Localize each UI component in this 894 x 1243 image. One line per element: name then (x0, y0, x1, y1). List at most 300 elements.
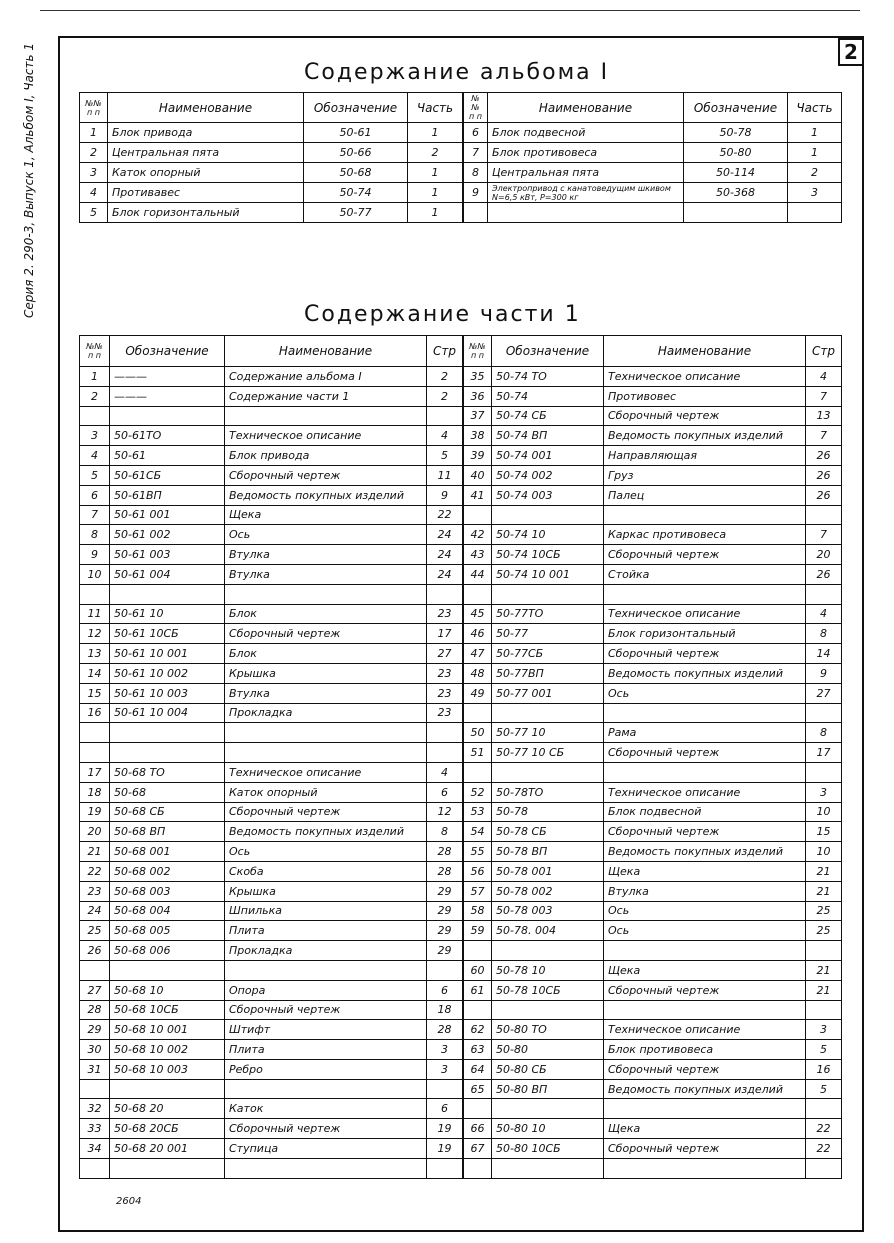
cell-name (488, 203, 684, 223)
cell-no: 8 (80, 525, 110, 545)
cell-designation (492, 1099, 604, 1119)
cell-name: Ведомость покупных изделий (225, 485, 427, 505)
cell-designation: ——— (110, 386, 225, 406)
cell-page: 4 (427, 762, 463, 782)
cell-no (464, 203, 488, 223)
table-row (464, 143, 842, 163)
cell-name: Сборочный чертеж (604, 545, 806, 565)
cell-no (464, 762, 492, 782)
cell-name: Ось (604, 683, 806, 703)
cell-designation: 50-74 001 (492, 446, 604, 466)
cell-no: 6 (464, 123, 488, 143)
table-row (80, 1059, 463, 1079)
cell-designation (110, 723, 225, 743)
cell-name: Блок горизонтальный (604, 624, 806, 644)
cell-name: Ведомость покупных изделий (604, 426, 806, 446)
cell-designation: 50-80 10СБ (492, 1139, 604, 1159)
cell-page: 14 (806, 644, 842, 664)
cell-designation: 50-77ТО (492, 604, 604, 624)
cell-page (427, 1158, 463, 1178)
col-designation-header: Обозначение (110, 336, 225, 367)
cell-designation (492, 1000, 604, 1020)
album-table-right (463, 92, 842, 223)
cell-no: 27 (80, 980, 110, 1000)
table-row (80, 143, 463, 163)
cell-designation: 50-74 ВП (492, 426, 604, 446)
cell-name: Центральная пята (108, 143, 304, 163)
cell-name: Блок горизонтальный (108, 203, 304, 223)
table-row (80, 1158, 463, 1178)
table-row (80, 980, 463, 1000)
cell-name: Рама (604, 723, 806, 743)
cell-page: 3 (806, 782, 842, 802)
cell-page: 25 (806, 921, 842, 941)
cell-designation: 50-80 СБ (492, 1059, 604, 1079)
cell-page: 8 (806, 723, 842, 743)
cell-designation: 50-61 10 003 (110, 683, 225, 703)
table-row (464, 1119, 842, 1139)
cell-designation: 50-78 (684, 123, 788, 143)
cell-name: Крышка (225, 663, 427, 683)
cell-no: 2 (80, 386, 110, 406)
cell-no: 31 (80, 1059, 110, 1079)
cell-page: 29 (427, 921, 463, 941)
col-name-header: Наименование (604, 336, 806, 367)
cell-no: 34 (80, 1139, 110, 1159)
cell-designation: 50-61 002 (110, 525, 225, 545)
table-row (464, 123, 842, 143)
col-no-header: №№ п п (464, 93, 488, 123)
cell-designation: 50-77 (492, 624, 604, 644)
cell-no: 5 (80, 203, 108, 223)
cell-name: Центральная пята (488, 163, 684, 183)
table-row (464, 183, 842, 203)
cell-no (80, 743, 110, 763)
cell-name: Втулка (225, 545, 427, 565)
table-row (464, 743, 842, 763)
cell-name: Сборочный чертеж (225, 1000, 427, 1020)
cell-page: 17 (427, 624, 463, 644)
cell-name: Содержание альбома I (225, 367, 427, 387)
cell-page: 3 (427, 1040, 463, 1060)
table-row (464, 861, 842, 881)
col-page-header: Стр (427, 336, 463, 367)
col-page-header: Стр (806, 336, 842, 367)
table-row (80, 1119, 463, 1139)
col-name-header: Наименование (108, 93, 304, 123)
cell-name: Направляющая (604, 446, 806, 466)
table-row (464, 1040, 842, 1060)
cell-designation: 50-68 001 (110, 842, 225, 862)
cell-name: Каток опорный (225, 782, 427, 802)
cell-page: 27 (806, 683, 842, 703)
cell-page: 6 (427, 1099, 463, 1119)
cell-designation: 50-66 (304, 143, 408, 163)
cell-name: Прокладка (225, 941, 427, 961)
table-row (464, 703, 842, 723)
cell-designation: 50-80 ВП (492, 1079, 604, 1099)
cell-designation: 50-68 (304, 163, 408, 183)
table-row (464, 584, 842, 604)
cell-designation: 50-61 10 002 (110, 663, 225, 683)
table-row (80, 584, 463, 604)
cell-no: 12 (80, 624, 110, 644)
cell-name: Противовес (604, 386, 806, 406)
cell-page: 21 (806, 960, 842, 980)
table-row (80, 485, 463, 505)
col-no-header: №№ п п (464, 336, 492, 367)
cell-no: 42 (464, 525, 492, 545)
cell-no: 14 (80, 663, 110, 683)
table-row (80, 1099, 463, 1119)
cell-name (225, 743, 427, 763)
cell-no (80, 960, 110, 980)
cell-part: 1 (408, 183, 463, 203)
table-row (464, 1020, 842, 1040)
cell-no: 67 (464, 1139, 492, 1159)
table-row (464, 842, 842, 862)
cell-page (427, 584, 463, 604)
cell-designation (492, 703, 604, 723)
cell-designation (110, 960, 225, 980)
cell-no: 5 (80, 465, 110, 485)
cell-no (464, 1000, 492, 1020)
cell-no: 52 (464, 782, 492, 802)
cell-designation: 50-68 10 (110, 980, 225, 1000)
col-designation-header: Обозначение (492, 336, 604, 367)
cell-no (464, 1099, 492, 1119)
cell-no: 28 (80, 1000, 110, 1020)
cell-no: 53 (464, 802, 492, 822)
cell-name: Сборочный чертеж (604, 1059, 806, 1079)
cell-page: 23 (427, 703, 463, 723)
table-row (80, 203, 463, 223)
cell-name: Ведомость покупных изделий (225, 822, 427, 842)
cell-page: 28 (427, 1020, 463, 1040)
cell-no (80, 1158, 110, 1178)
cell-page: 12 (427, 802, 463, 822)
cell-no: 11 (80, 604, 110, 624)
table-row (80, 505, 463, 525)
cell-designation: 50-68 20 001 (110, 1139, 225, 1159)
cell-no: 22 (80, 861, 110, 881)
cell-name: Ведомость покупных изделий (604, 842, 806, 862)
cell-designation: 50-61СБ (110, 465, 225, 485)
cell-no: 7 (464, 143, 488, 163)
cell-name: Шпилька (225, 901, 427, 921)
cell-page: 26 (806, 446, 842, 466)
cell-name: Груз (604, 465, 806, 485)
cell-designation: 50-61 10 004 (110, 703, 225, 723)
cell-page: 4 (806, 604, 842, 624)
table-row (464, 163, 842, 183)
table-row (464, 1099, 842, 1119)
col-no-header: №№ п п (80, 93, 108, 123)
cell-no (80, 584, 110, 604)
cell-part: 1 (788, 123, 842, 143)
cell-page: 22 (806, 1119, 842, 1139)
cell-name: Стойка (604, 564, 806, 584)
cell-page: 10 (806, 802, 842, 822)
cell-name (225, 960, 427, 980)
cell-part: 1 (788, 143, 842, 163)
cell-name (225, 1158, 427, 1178)
cell-designation: 50-68 003 (110, 881, 225, 901)
cell-page: 5 (806, 1040, 842, 1060)
cell-page: 7 (806, 525, 842, 545)
cell-designation: 50-68 10СБ (110, 1000, 225, 1020)
table-row (464, 624, 842, 644)
cell-name: Сборочный чертеж (604, 743, 806, 763)
table-row (464, 386, 842, 406)
cell-part: 1 (408, 163, 463, 183)
cell-designation: 50-74 002 (492, 465, 604, 485)
cell-no: 46 (464, 624, 492, 644)
cell-name (225, 1079, 427, 1099)
cell-designation: 50-68 ВП (110, 822, 225, 842)
cell-no: 23 (80, 881, 110, 901)
cell-no: 9 (464, 183, 488, 203)
cell-page (427, 406, 463, 426)
cell-page: 19 (427, 1119, 463, 1139)
cell-no: 21 (80, 842, 110, 862)
cell-no: 2 (80, 143, 108, 163)
cell-name (225, 406, 427, 426)
cell-designation: 50-78 СБ (492, 822, 604, 842)
cell-name: Щека (604, 960, 806, 980)
cell-page: 2 (427, 386, 463, 406)
table-row (464, 1059, 842, 1079)
cell-name (225, 584, 427, 604)
cell-page: 26 (806, 485, 842, 505)
table-row (80, 525, 463, 545)
cell-designation: 50-77 (304, 203, 408, 223)
cell-page: 29 (427, 941, 463, 961)
table-row (464, 367, 842, 387)
table-row (80, 663, 463, 683)
cell-page: 4 (806, 367, 842, 387)
cell-designation: 50-74 10 001 (492, 564, 604, 584)
cell-page: 21 (806, 881, 842, 901)
cell-page (427, 743, 463, 763)
page-number: 2 (838, 38, 864, 66)
cell-designation (492, 762, 604, 782)
cell-name: Сборочный чертеж (225, 802, 427, 822)
cell-page: 25 (806, 901, 842, 921)
cell-name (604, 1158, 806, 1178)
cell-no: 1 (80, 367, 110, 387)
cell-page (806, 1099, 842, 1119)
table-row (80, 723, 463, 743)
top-border-line (40, 10, 860, 11)
cell-no: 61 (464, 980, 492, 1000)
table-row (80, 1079, 463, 1099)
cell-name: Щека (604, 1119, 806, 1139)
cell-name: Втулка (604, 881, 806, 901)
cell-no: 20 (80, 822, 110, 842)
cell-page: 22 (806, 1139, 842, 1159)
cell-designation: 50-74 10СБ (492, 545, 604, 565)
cell-designation: 50-61 001 (110, 505, 225, 525)
col-part-header: Часть (408, 93, 463, 123)
cell-part: 3 (788, 183, 842, 203)
cell-no: 17 (80, 762, 110, 782)
cell-designation: 50-61 (110, 446, 225, 466)
cell-no: 1 (80, 123, 108, 143)
table-row (80, 842, 463, 862)
cell-designation: 50-68 10 002 (110, 1040, 225, 1060)
cell-no: 4 (80, 446, 110, 466)
table-row (464, 723, 842, 743)
table-row (464, 1000, 842, 1020)
cell-no: 3 (80, 163, 108, 183)
cell-page: 4 (427, 426, 463, 446)
cell-page: 5 (806, 1079, 842, 1099)
cell-page: 21 (806, 980, 842, 1000)
cell-no: 19 (80, 802, 110, 822)
table-row (464, 203, 842, 223)
cell-no: 16 (80, 703, 110, 723)
cell-designation (110, 406, 225, 426)
cell-designation: 50-68 ТО (110, 762, 225, 782)
cell-designation: 50-77 10 СБ (492, 743, 604, 763)
table-row (80, 545, 463, 565)
cell-no (80, 1079, 110, 1099)
cell-no: 25 (80, 921, 110, 941)
cell-page (427, 723, 463, 743)
cell-name: Блок противовеса (604, 1040, 806, 1060)
cell-name: Электропривод с канатоведущим шкивом N=6,5 кВт, P=300 кг (488, 183, 684, 203)
part-table-left (79, 335, 463, 1179)
cell-page: 23 (427, 683, 463, 703)
cell-name: Ведомость покупных изделий (604, 1079, 806, 1099)
cell-designation: 50-77ВП (492, 663, 604, 683)
cell-part: 2 (408, 143, 463, 163)
cell-name: Содержание части 1 (225, 386, 427, 406)
cell-name (604, 584, 806, 604)
cell-page: 2 (427, 367, 463, 387)
table-row (80, 183, 463, 203)
table-row (464, 1139, 842, 1159)
table-row (464, 683, 842, 703)
cell-page: 26 (806, 564, 842, 584)
cell-name: Блок привода (225, 446, 427, 466)
cell-name: Плита (225, 1040, 427, 1060)
table-row (80, 703, 463, 723)
cell-name: Каркас противовеса (604, 525, 806, 545)
cell-part: 2 (788, 163, 842, 183)
cell-name: Сборочный чертеж (604, 1139, 806, 1159)
cell-no: 60 (464, 960, 492, 980)
cell-page: 21 (806, 861, 842, 881)
cell-no: 41 (464, 485, 492, 505)
cell-page (806, 941, 842, 961)
cell-designation: 50-61 10СБ (110, 624, 225, 644)
cell-no (80, 723, 110, 743)
cell-part (788, 203, 842, 223)
cell-designation: 50-74 ТО (492, 367, 604, 387)
cell-no: 62 (464, 1020, 492, 1040)
cell-no: 44 (464, 564, 492, 584)
cell-designation: 50-78 (492, 802, 604, 822)
table-row (464, 782, 842, 802)
cell-name (604, 703, 806, 723)
cell-name: Сборочный чертеж (604, 406, 806, 426)
cell-page: 6 (427, 980, 463, 1000)
cell-designation: 50-78 ВП (492, 842, 604, 862)
cell-no: 65 (464, 1079, 492, 1099)
cell-name: Блок противовеса (488, 143, 684, 163)
cell-designation (684, 203, 788, 223)
cell-no: 4 (80, 183, 108, 203)
table-row (80, 367, 463, 387)
cell-no: 58 (464, 901, 492, 921)
cell-name: Ребро (225, 1059, 427, 1079)
col-part-header: Часть (788, 93, 842, 123)
cell-designation: 50-80 (492, 1040, 604, 1060)
cell-designation: 50-68 20 (110, 1099, 225, 1119)
table-row (464, 822, 842, 842)
cell-name: Блок привода (108, 123, 304, 143)
cell-page: 15 (806, 822, 842, 842)
table-row (80, 881, 463, 901)
table-row (464, 406, 842, 426)
cell-page (806, 762, 842, 782)
cell-name: Сборочный чертеж (604, 980, 806, 1000)
cell-name: Блок подвесной (488, 123, 684, 143)
cell-designation (492, 584, 604, 604)
cell-name: Втулка (225, 683, 427, 703)
cell-designation: 50-61 10 (110, 604, 225, 624)
album-title: Содержание альбома I (304, 60, 610, 85)
cell-name: Плита (225, 921, 427, 941)
cell-no: 47 (464, 644, 492, 664)
table-row (464, 505, 842, 525)
cell-no: 66 (464, 1119, 492, 1139)
table-row (80, 426, 463, 446)
cell-page: 29 (427, 881, 463, 901)
table-row (80, 386, 463, 406)
cell-name (604, 1000, 806, 1020)
cell-designation: 50-68 10 001 (110, 1020, 225, 1040)
stamp-number: 2604 (116, 1196, 142, 1207)
part-title: Содержание части 1 (304, 302, 581, 327)
cell-name: Сборочный чертеж (604, 822, 806, 842)
cell-name: Щека (604, 861, 806, 881)
cell-page: 7 (806, 386, 842, 406)
cell-page (427, 960, 463, 980)
table-row (80, 564, 463, 584)
table-row (464, 941, 842, 961)
cell-name: Блок подвесной (604, 802, 806, 822)
cell-no: 37 (464, 406, 492, 426)
cell-no: 8 (464, 163, 488, 183)
cell-name: Техническое описание (604, 782, 806, 802)
cell-name: Прокладка (225, 703, 427, 723)
cell-name: Блок (225, 644, 427, 664)
cell-no: 39 (464, 446, 492, 466)
cell-no: 55 (464, 842, 492, 862)
cell-name: Противавес (108, 183, 304, 203)
cell-page: 28 (427, 861, 463, 881)
cell-designation: 50-74 003 (492, 485, 604, 505)
table-row (80, 802, 463, 822)
table-row (80, 921, 463, 941)
cell-designation: 50-78 001 (492, 861, 604, 881)
cell-no: 51 (464, 743, 492, 763)
table-row (464, 564, 842, 584)
table-row (80, 465, 463, 485)
